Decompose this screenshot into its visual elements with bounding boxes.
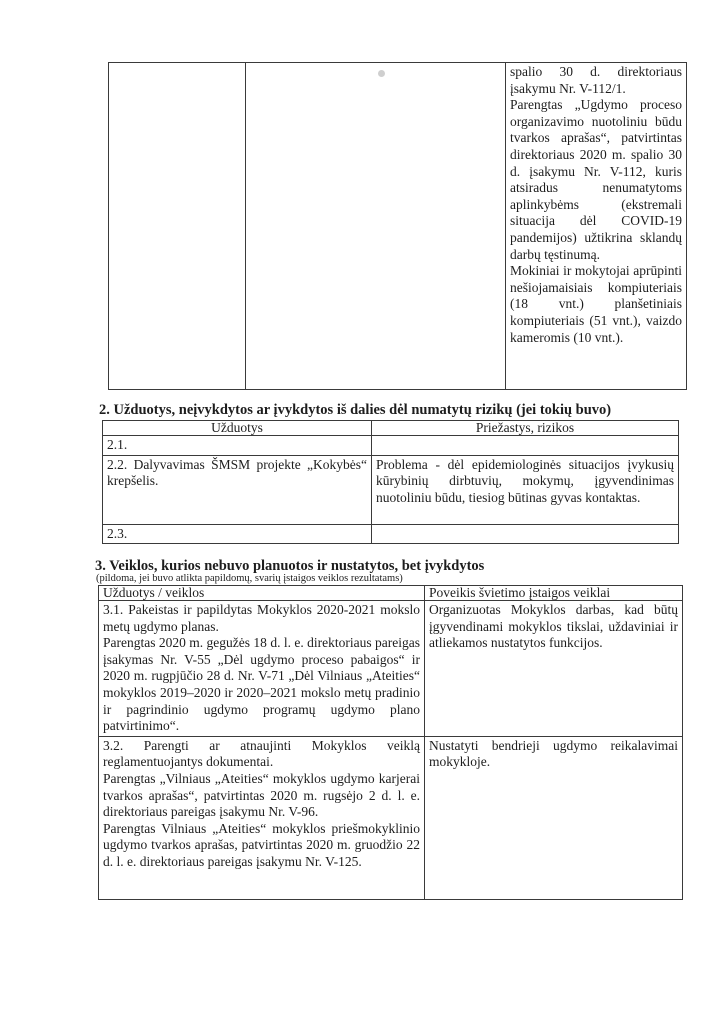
section-2-table [102,420,679,544]
column-header: Poveikis švietimo įstaigos veiklai [425,586,683,601]
column-header: Užduotys / veiklos [99,586,425,601]
paragraph: 3.1. Pakeistas ir papildytas Mokyklos 2020-2021 mokslo metų ugdymo planas. [103,602,420,634]
reason-cell: Problema - dėl epidemiologinės situacijos įvykusių kūrybinių dirbtuvių, mokymų, įgyvendinimas nuotoliniu būdu, tiesiog būtinas gyvas kontaktas. [372,455,679,524]
results-cell [506,63,687,390]
table-row [103,455,679,524]
impact-cell: Nustatyti bendrieji ugdymo reikalavimai mokykloje. [425,736,683,899]
task-cell: 2.1. [103,436,372,456]
paragraph: Parengtas Vilniaus „Ateities“ mokyklos priešmokyklinio ugdymo tvarkos aprašas, patvirtintas 2020 m. gruodžio 22 d. l. e. direktoriaus pareigas įsakymu Nr. V-125. [103,820,420,869]
table-row [103,436,679,456]
table-row [99,736,683,899]
empty-cell [109,63,246,390]
paragraph: 3.2. Parengti ar atnaujinti Mokyklos veiklą reglamentuojantys dokumentai. [103,737,420,770]
impact-cell: Organizuotas Mokyklos darbas, kad būtų įgyvendinami mokyklos tikslai, uždaviniai ir atliekamos nustatytos funkcijos. [425,601,683,737]
table-header-row [103,421,679,436]
table-header-row [99,586,683,601]
column-header: Priežastys, rizikos [372,421,679,436]
empty-cell [246,63,506,390]
section-3-heading: 3. Veiklos, kurios nebuvo planuotos ir nustatytos, bet įvykdytos [95,558,485,574]
table-row [99,601,683,737]
reason-cell [372,524,679,544]
section-2-heading: 2. Užduotys, neįvykdytos ar įvykdytos iš dalies dėl numatytų rizikų (jei tokių buvo) [99,402,612,418]
paragraph: Mokiniai ir mokytojai aprūpinti nešiojamaisiais kompiuteriais (18 vnt.) planšetiniais kompiuteriais (51 vnt.), vaizdo kameromis (10 vnt.). [510,263,682,345]
table-row [103,524,679,544]
paragraph: spalio 30 d. direktoriaus įsakymu Nr. V-112/1. [510,64,682,96]
reason-cell [372,436,679,456]
paragraph: Parengtas „Vilniaus „Ateities“ mokyklos ugdymo karjerai tvarkos aprašas“, patvirtintas 2020 m. rugsėjo 2 d. l. e. direktoriaus pareigas įsakymu Nr. V-96. [103,770,420,820]
section-3-table [98,585,683,900]
paragraph: Parengtas 2020 m. gegužės 18 d. l. e. direktoriaus pareigas įsakymas Nr. V-55 „Dėl ugdymo proceso pabaigos“ ir 2020 m. rugpjūčio 28 d. Nr. V-71 „Dėl Vilniaus „Ateities“ mokyklos 2019–2020 ir 2020–2021 mokslo metų pradinio ir pagrindinio ugdymo programų ugdymo plano patvirtinimo“. [103,635,420,734]
continued-table [108,62,687,390]
task-cell [99,601,425,737]
task-cell: 2.3. [103,524,372,544]
table-row [109,63,687,390]
section-3-subheading: (pildoma, jei buvo atlikta papildomų, svarių įstaigos veiklos rezultatams) [96,573,403,584]
task-cell: 2.2. Dalyvavimas ŠMSM projekte „Kokybės“ krepšelis. [103,455,372,524]
column-header: Užduotys [103,421,372,436]
paragraph: Parengtas „Ugdymo proceso organizavimo nuotoliniu būdu tvarkos aprašas“, patvirtintas direktoriaus 2020 m. spalio 30 d. įsakymu Nr. V-112, kuris atsiradus nenumatytoms aplinkybėms (ekstremali situacija dėl COVID-19 pandemijos) užtikrina sklandų darbų tęstinumą. [510,97,682,262]
task-cell [99,736,425,899]
